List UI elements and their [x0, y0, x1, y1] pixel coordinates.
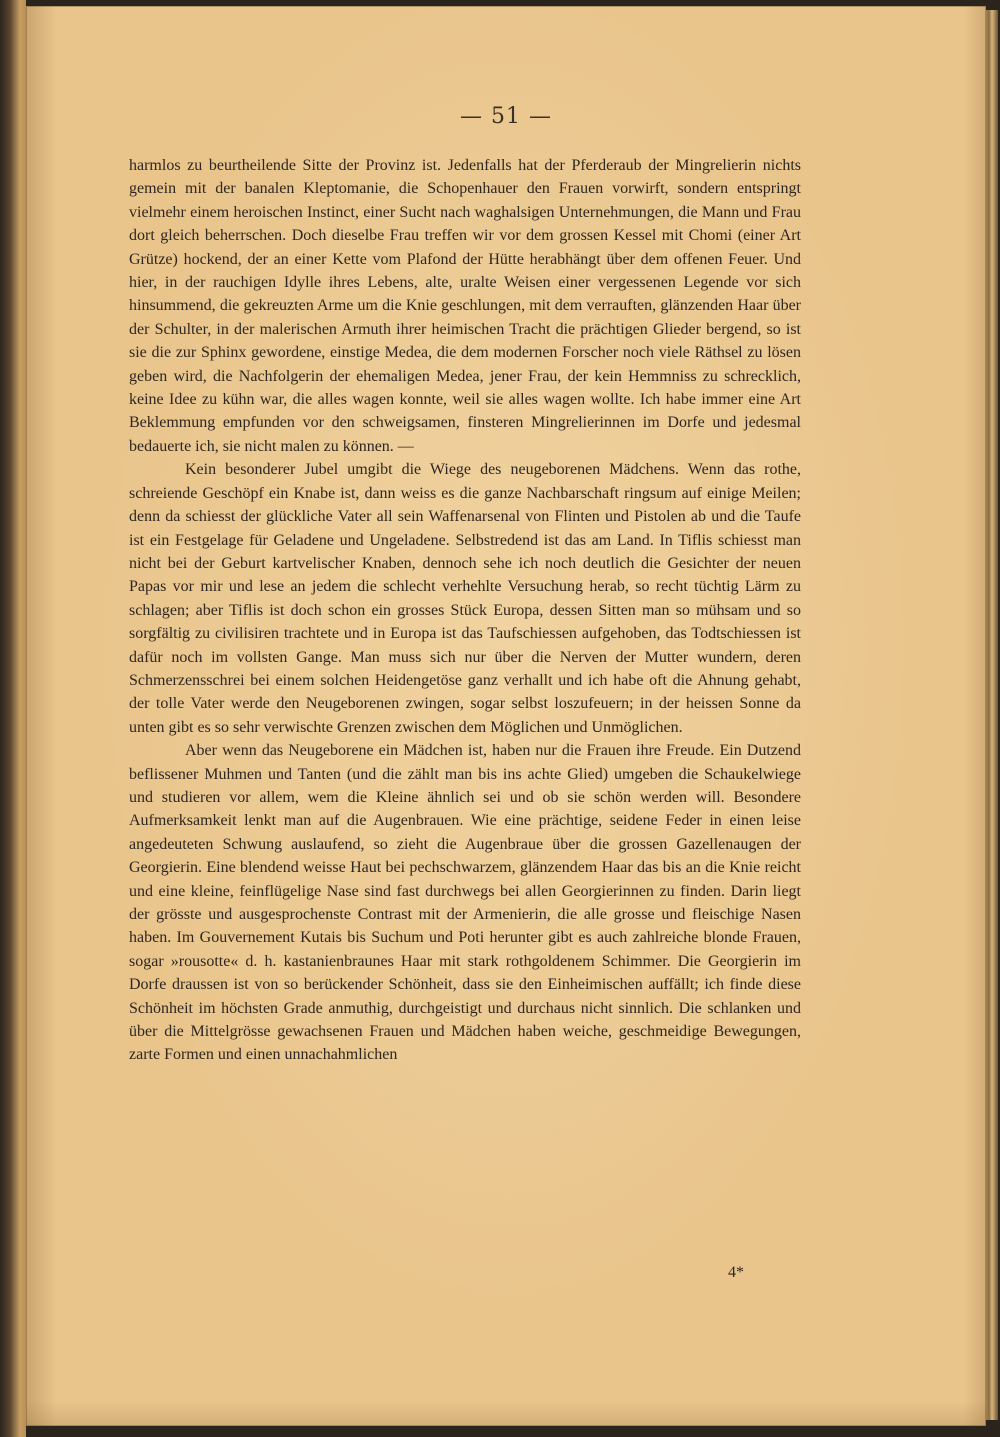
paragraph-2: Kein besonderer Jubel umgibt die Wiege des neugeborenen Mädchens. Wenn das rothe, schreiende Geschöpf ein Knabe ist, dann weiss es die ganze Nachbarschaft ringsum auf einige Meilen; denn da schiesst der glückliche Vater all sein Waffenarsenal von Flinten und Pistolen ab und die Taufe ist ein Festgelage für Geladene und Ungeladene. Selbstredend ist das am Land. In Tiflis schiesst man nicht bei der Geburt kartvelischer Knaben, dennoch sehe ich noch deutlich die Gesichter der neuen Papas vor mir und lese an jedem die schlecht verhehlte Versuchung herab, so recht tüchtig Lärm zu schlagen; aber Tiflis ist doch schon ein grosses Stück Europa, dessen Sitten man so mühsam und so sorgfältig zu civilisiren trachtete und in Europa ist das Taufschiessen aufgehoben, das Todtschiessen ist dafür noch im vollsten Gange. Man muss sich nur über die Nerven der Mutter wundern, deren Schmerzensschrei bei einem solchen Heidengetöse ganz verhallt und ich habe oft die Ahnung gehabt, der tolle Vater werde den Neugeborenen zwingen, sogar selbst loszufeuern; in der heissen Sonne da unten gibt es so sehr verwischte Grenzen zwischen dem Möglichen und Unmöglichen. [129, 461, 801, 736]
book-spine-edge [0, 0, 26, 1437]
book-page [26, 6, 986, 1426]
body-text [129, 154, 801, 1067]
page-stack-edge [984, 10, 998, 1420]
paragraph-3: Aber wenn das Neugeborene ein Mädchen ist, haben nur die Frauen ihre Freude. Ein Dutzend beflissener Muhmen und Tanten (und die zählt man bis ins achte Glied) umgeben die Schaukelwiege und studieren vor allem, wem die Kleine ähnlich sei und ob sie schön werden will. Besondere Aufmerksamkeit lenkt man auf die Augenbrauen. Wie eine prächtige, seidene Feder in einen leise angedeuteten Schwung auslaufend, so zieht die Augenbraue über die grossen Gazellenaugen der Georgierin. Eine blendend weisse Haut bei pechschwarzem, glänzendem Haar das bis an die Knie reicht und eine kleine, feinflügelige Nase sind fast durchwegs bei allen Georgierinnen zu finden. Darin liegt der grösste und ausgesprochenste Contrast mit der Armenierin, die alle grosse und fleischige Nasen haben. Im Gouvernement Kutais bis Suchum und Poti herunter gibt es auch zahlreiche blonde Frauen, sogar »rousotte« d. h. kastanienbraunes Haar mit stark rothgoldenem Schimmer. Die Georgierin im Dorfe draussen ist von so berückender Schönheit, dass sie den Einheimischen auffällt; ich finde diese Schönheit im höchsten Grade anmuthig, durchgeistigt und durchaus nicht sinnlich. Die schlanken und über die Mittelgrösse gewachsenen Frauen und Mädchen haben weiche, geschmeidige Bewegungen, zarte Formen und einen unnachahmlichen [129, 742, 801, 1064]
page-number: — 51 — [460, 104, 552, 129]
printer-signature-mark: 4* [728, 1264, 744, 1281]
paragraph-1: harmlos zu beurtheilende Sitte der Provinz ist. Jedenfalls hat der Pferderaub der Mingrelierin nichts gemein mit der banalen Kleptomanie, die Schopenhauer den Frauen vorwirft, sondern entspringt vielmehr einem heroischen Instinct, einer Sucht nach waghalsigen Unternehmungen, die Mann und Frau dort gleich beherrschen. Doch dieselbe Frau treffen wir vor dem grossen Kessel mit Chomi (einer Art Grütze) hockend, der an einer Kette vom Plafond der Hütte herabhängt über dem offenen Feuer. Und hier, in der rauchigen Idylle ihres Lebens, alte, uralte Weisen einer vergessenen Legende vor sich hinsummend, die gekreuzten Arme um die Knie geschlungen, mit dem verrauften, glänzenden Haar über der Schulter, in der malerischen Armuth ihrer heimischen Tracht die prächtigen Glieder bergend, so ist sie die zur Sphinx gewordene, einstige Medea, die dem modernen Forscher noch viele Räthsel zu lösen geben wird, die Nachfolgerin der ehemaligen Medea, jener Frau, der kein Hemmniss zu schrecklich, keine Idee zu kühn war, die alles wagen konnte, weil sie alles wagen wollte. Ich habe immer eine Art Beklemmung empfunden vor den schweigsamen, finsteren Mingrelierinnen im Dorfe und jedesmal bedauerte ich, sie nicht malen zu können. — [129, 157, 801, 455]
